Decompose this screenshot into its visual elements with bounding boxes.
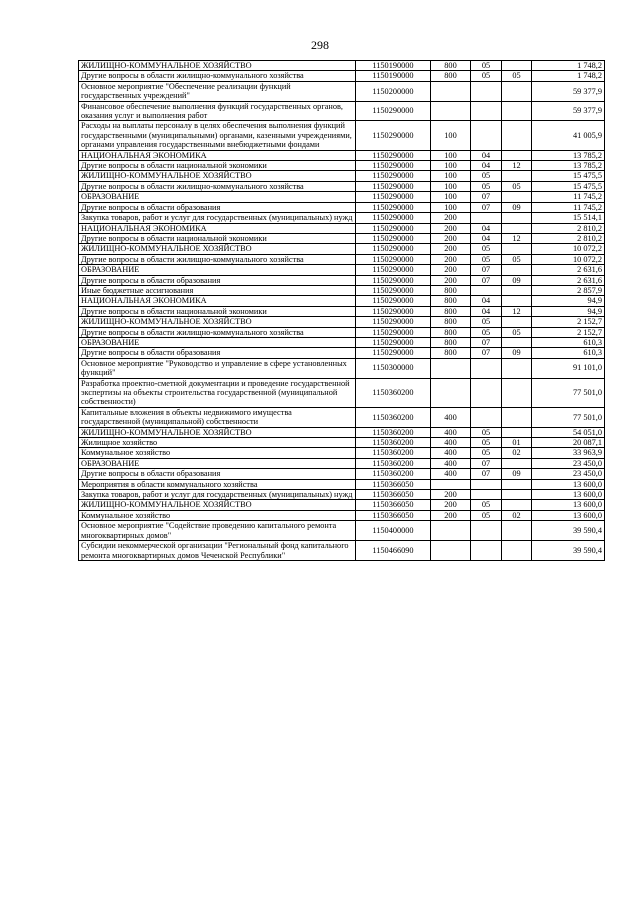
table-row <box>79 161 605 171</box>
row-amount: 77 501,0 <box>532 378 605 407</box>
row-section <box>471 521 502 541</box>
row-section: 07 <box>471 469 502 479</box>
row-section <box>471 358 502 378</box>
row-target-code: 1150290000 <box>356 244 431 254</box>
row-amount: 2 810,2 <box>532 223 605 233</box>
row-amount: 59 377,9 <box>532 81 605 101</box>
row-section: 04 <box>471 233 502 243</box>
row-section: 05 <box>471 254 502 264</box>
row-subsection: 05 <box>502 71 532 81</box>
row-subsection <box>502 244 532 254</box>
row-subsection <box>502 490 532 500</box>
row-name: ЖИЛИЩНО-КОММУНАЛЬНОЕ ХОЗЯЙСТВО <box>79 427 356 437</box>
row-name: Разработка проектно-сметной документации и проведение государственной экспертизы на объекты строительства государственной (муниципальной собственности) <box>79 378 356 407</box>
table-row <box>79 348 605 358</box>
row-target-code: 1150290000 <box>356 337 431 347</box>
row-section: 05 <box>471 317 502 327</box>
row-target-code: 1150290000 <box>356 254 431 264</box>
table-row <box>79 541 605 561</box>
row-expense-type <box>431 101 471 121</box>
row-section: 07 <box>471 202 502 212</box>
row-section: 05 <box>471 71 502 81</box>
row-target-code: 1150290000 <box>356 306 431 316</box>
row-name: Другие вопросы в области жилищно-коммунального хозяйства <box>79 327 356 337</box>
row-subsection: 09 <box>502 469 532 479</box>
row-amount: 13 600,0 <box>532 479 605 489</box>
row-expense-type: 200 <box>431 223 471 233</box>
row-expense-type: 200 <box>431 254 471 264</box>
table-row <box>79 265 605 275</box>
row-amount: 23 450,0 <box>532 458 605 468</box>
row-section <box>471 378 502 407</box>
row-target-code: 1150290000 <box>356 150 431 160</box>
row-expense-type: 200 <box>431 265 471 275</box>
row-expense-type <box>431 81 471 101</box>
row-target-code: 1150290000 <box>356 317 431 327</box>
row-amount: 33 963,9 <box>532 448 605 458</box>
row-amount: 94,9 <box>532 296 605 306</box>
row-name: ЖИЛИЩНО-КОММУНАЛЬНОЕ ХОЗЯЙСТВО <box>79 317 356 327</box>
row-section: 07 <box>471 275 502 285</box>
row-section: 05 <box>471 500 502 510</box>
row-section <box>471 541 502 561</box>
row-expense-type: 400 <box>431 438 471 448</box>
row-name: Другие вопросы в области образования <box>79 275 356 285</box>
row-subsection <box>502 285 532 295</box>
table-row <box>79 71 605 81</box>
table-row <box>79 192 605 202</box>
row-section: 04 <box>471 161 502 171</box>
row-expense-type: 100 <box>431 192 471 202</box>
table-row <box>79 121 605 150</box>
row-subsection <box>502 521 532 541</box>
row-section <box>471 407 502 427</box>
row-amount: 2 810,2 <box>532 233 605 243</box>
table-row <box>79 254 605 264</box>
row-section <box>471 121 502 150</box>
row-name: ОБРАЗОВАНИЕ <box>79 458 356 468</box>
row-subsection: 12 <box>502 161 532 171</box>
row-expense-type <box>431 541 471 561</box>
row-expense-type: 800 <box>431 306 471 316</box>
table-row <box>79 296 605 306</box>
row-subsection: 09 <box>502 348 532 358</box>
row-section: 04 <box>471 223 502 233</box>
table-row <box>79 171 605 181</box>
table-row <box>79 500 605 510</box>
row-name: ОБРАЗОВАНИЕ <box>79 192 356 202</box>
row-section <box>471 81 502 101</box>
row-target-code: 1150300000 <box>356 358 431 378</box>
row-section <box>471 213 502 223</box>
row-target-code: 1150290000 <box>356 101 431 121</box>
row-section: 04 <box>471 150 502 160</box>
row-subsection <box>502 317 532 327</box>
table-row <box>79 223 605 233</box>
row-expense-type: 100 <box>431 202 471 212</box>
row-target-code: 1150360200 <box>356 427 431 437</box>
row-name: Другие вопросы в области жилищно-коммунального хозяйства <box>79 254 356 264</box>
table-row <box>79 510 605 520</box>
row-subsection <box>502 121 532 150</box>
table-row <box>79 101 605 121</box>
row-subsection: 12 <box>502 233 532 243</box>
row-subsection: 05 <box>502 254 532 264</box>
row-name: Основное мероприятие "Обеспечение реализации функций государственных учреждений" <box>79 81 356 101</box>
table-row <box>79 244 605 254</box>
row-name: Субсидии некоммерческой организации "Региональный фонд капитального ремонта многоквартирных домов Чеченской Республики" <box>79 541 356 561</box>
row-subsection <box>502 427 532 437</box>
row-subsection: 12 <box>502 306 532 316</box>
row-name: Другие вопросы в области образования <box>79 348 356 358</box>
table-row <box>79 448 605 458</box>
row-amount: 2 631,6 <box>532 275 605 285</box>
row-amount: 610,3 <box>532 337 605 347</box>
row-subsection <box>502 378 532 407</box>
row-amount: 11 745,2 <box>532 192 605 202</box>
row-subsection: 05 <box>502 327 532 337</box>
row-name: НАЦИОНАЛЬНАЯ ЭКОНОМИКА <box>79 223 356 233</box>
table-row <box>79 150 605 160</box>
row-expense-type <box>431 358 471 378</box>
row-amount: 13 785,2 <box>532 150 605 160</box>
row-section <box>471 285 502 295</box>
row-expense-type: 200 <box>431 233 471 243</box>
row-expense-type <box>431 378 471 407</box>
table-row <box>79 213 605 223</box>
row-name: НАЦИОНАЛЬНАЯ ЭКОНОМИКА <box>79 296 356 306</box>
row-amount: 2 631,6 <box>532 265 605 275</box>
row-subsection <box>502 81 532 101</box>
row-subsection <box>502 171 532 181</box>
row-name: Мероприятия в области коммунального хозяйства <box>79 479 356 489</box>
row-target-code: 1150366050 <box>356 510 431 520</box>
row-subsection: 09 <box>502 202 532 212</box>
row-section: 05 <box>471 61 502 71</box>
row-subsection <box>502 101 532 121</box>
row-target-code: 1150190000 <box>356 71 431 81</box>
row-subsection <box>502 265 532 275</box>
row-amount: 2 857,9 <box>532 285 605 295</box>
table-row <box>79 521 605 541</box>
row-name: Другие вопросы в области национальной экономики <box>79 233 356 243</box>
row-target-code: 1150360200 <box>356 407 431 427</box>
row-target-code: 1150290000 <box>356 275 431 285</box>
row-target-code: 1150190000 <box>356 61 431 71</box>
row-expense-type: 100 <box>431 171 471 181</box>
row-expense-type: 200 <box>431 490 471 500</box>
row-name: Другие вопросы в области национальной экономики <box>79 161 356 171</box>
row-expense-type: 400 <box>431 469 471 479</box>
row-target-code: 1150290000 <box>356 296 431 306</box>
row-section: 05 <box>471 448 502 458</box>
row-subsection: 02 <box>502 510 532 520</box>
row-expense-type: 800 <box>431 296 471 306</box>
row-name: Основное мероприятие "Руководство и управление в сфере установленных функций" <box>79 358 356 378</box>
row-name: Иные бюджетные ассигнования <box>79 285 356 295</box>
row-expense-type: 200 <box>431 213 471 223</box>
row-target-code: 1150290000 <box>356 121 431 150</box>
row-subsection: 02 <box>502 448 532 458</box>
row-target-code: 1150290000 <box>356 202 431 212</box>
row-amount: 15 514,1 <box>532 213 605 223</box>
row-section: 07 <box>471 337 502 347</box>
row-subsection: 01 <box>502 438 532 448</box>
row-subsection <box>502 337 532 347</box>
row-amount: 11 745,2 <box>532 202 605 212</box>
row-expense-type: 200 <box>431 510 471 520</box>
row-name: ОБРАЗОВАНИЕ <box>79 337 356 347</box>
row-name: Закупка товаров, работ и услуг для государственных (муниципальных) нужд <box>79 490 356 500</box>
table-row <box>79 378 605 407</box>
table-row <box>79 285 605 295</box>
row-expense-type: 800 <box>431 61 471 71</box>
row-subsection <box>502 61 532 71</box>
row-expense-type: 100 <box>431 161 471 171</box>
row-subsection <box>502 358 532 378</box>
row-expense-type: 200 <box>431 275 471 285</box>
row-name: Другие вопросы в области образования <box>79 469 356 479</box>
row-amount: 13 785,2 <box>532 161 605 171</box>
row-expense-type: 400 <box>431 427 471 437</box>
row-expense-type: 400 <box>431 448 471 458</box>
page-number: 298 <box>311 38 329 52</box>
row-name: Основное мероприятие "Содействие проведению капитального ремонта многоквартирных домов" <box>79 521 356 541</box>
row-name: Другие вопросы в области национальной экономики <box>79 306 356 316</box>
row-name: Коммунальное хозяйство <box>79 448 356 458</box>
row-target-code: 1150290000 <box>356 285 431 295</box>
row-amount: 1 748,2 <box>532 61 605 71</box>
table-row <box>79 458 605 468</box>
table-row <box>79 275 605 285</box>
row-subsection <box>502 479 532 489</box>
table-row <box>79 358 605 378</box>
row-target-code: 1150290000 <box>356 265 431 275</box>
row-target-code: 1150366050 <box>356 490 431 500</box>
row-target-code: 1150290000 <box>356 171 431 181</box>
row-section: 07 <box>471 265 502 275</box>
row-name: Закупка товаров, работ и услуг для государственных (муниципальных) нужд <box>79 213 356 223</box>
row-amount: 13 600,0 <box>532 510 605 520</box>
table-row <box>79 306 605 316</box>
row-target-code: 1150360200 <box>356 438 431 448</box>
row-target-code: 1150366050 <box>356 479 431 489</box>
table-row <box>79 181 605 191</box>
row-amount: 20 087,1 <box>532 438 605 448</box>
row-name: Другие вопросы в области образования <box>79 202 356 212</box>
row-name: ЖИЛИЩНО-КОММУНАЛЬНОЕ ХОЗЯЙСТВО <box>79 171 356 181</box>
row-target-code: 1150290000 <box>356 181 431 191</box>
row-subsection <box>502 500 532 510</box>
row-target-code: 1150360200 <box>356 469 431 479</box>
row-amount: 15 475,5 <box>532 181 605 191</box>
row-expense-type: 800 <box>431 327 471 337</box>
row-section: 04 <box>471 296 502 306</box>
row-subsection <box>502 192 532 202</box>
row-name: ЖИЛИЩНО-КОММУНАЛЬНОЕ ХОЗЯЙСТВО <box>79 61 356 71</box>
row-target-code: 1150290000 <box>356 213 431 223</box>
table-row <box>79 469 605 479</box>
row-target-code: 1150200000 <box>356 81 431 101</box>
row-name: Другие вопросы в области жилищно-коммунального хозяйства <box>79 181 356 191</box>
row-name: ЖИЛИЩНО-КОММУНАЛЬНОЕ ХОЗЯЙСТВО <box>79 500 356 510</box>
row-section: 05 <box>471 244 502 254</box>
row-name: Капитальные вложения в объекты недвижимого имущества государственной (муниципальной) собственности <box>79 407 356 427</box>
row-target-code: 1150290000 <box>356 161 431 171</box>
row-name: НАЦИОНАЛЬНАЯ ЭКОНОМИКА <box>79 150 356 160</box>
row-expense-type: 800 <box>431 337 471 347</box>
row-amount: 10 072,2 <box>532 254 605 264</box>
table-row <box>79 233 605 243</box>
budget-table <box>78 60 605 561</box>
row-section: 04 <box>471 306 502 316</box>
row-section: 07 <box>471 458 502 468</box>
row-amount: 41 005,9 <box>532 121 605 150</box>
row-amount: 54 051,0 <box>532 427 605 437</box>
row-expense-type: 800 <box>431 71 471 81</box>
row-section: 07 <box>471 192 502 202</box>
table-row <box>79 438 605 448</box>
row-expense-type: 400 <box>431 407 471 427</box>
row-subsection <box>502 150 532 160</box>
row-amount: 39 590,4 <box>532 541 605 561</box>
table-row <box>79 490 605 500</box>
row-expense-type: 800 <box>431 348 471 358</box>
row-amount: 13 600,0 <box>532 500 605 510</box>
table-row <box>79 427 605 437</box>
row-amount: 91 101,0 <box>532 358 605 378</box>
row-section: 05 <box>471 181 502 191</box>
row-target-code: 1150366050 <box>356 500 431 510</box>
row-expense-type: 800 <box>431 285 471 295</box>
row-expense-type: 100 <box>431 150 471 160</box>
row-target-code: 1150360200 <box>356 378 431 407</box>
row-section: 05 <box>471 427 502 437</box>
row-subsection <box>502 296 532 306</box>
row-subsection: 09 <box>502 275 532 285</box>
row-amount: 94,9 <box>532 306 605 316</box>
row-name: ЖИЛИЩНО-КОММУНАЛЬНОЕ ХОЗЯЙСТВО <box>79 244 356 254</box>
row-subsection <box>502 223 532 233</box>
table-row <box>79 407 605 427</box>
row-section: 05 <box>471 327 502 337</box>
row-section <box>471 490 502 500</box>
row-subsection: 05 <box>502 181 532 191</box>
row-expense-type <box>431 521 471 541</box>
row-expense-type <box>431 479 471 489</box>
row-target-code: 1150290000 <box>356 348 431 358</box>
table-row <box>79 61 605 71</box>
row-name: Другие вопросы в области жилищно-коммунального хозяйства <box>79 71 356 81</box>
row-name: ОБРАЗОВАНИЕ <box>79 265 356 275</box>
row-expense-type: 200 <box>431 244 471 254</box>
row-subsection <box>502 213 532 223</box>
row-amount: 77 501,0 <box>532 407 605 427</box>
row-amount: 13 600,0 <box>532 490 605 500</box>
row-section: 07 <box>471 348 502 358</box>
table-row <box>79 479 605 489</box>
row-subsection <box>502 541 532 561</box>
row-section: 05 <box>471 438 502 448</box>
row-amount: 10 072,2 <box>532 244 605 254</box>
row-name: Финансовое обеспечение выполнения функций государственных органов, оказания услуг и выполнения работ <box>79 101 356 121</box>
row-name: Жилищное хозяйство <box>79 438 356 448</box>
row-amount: 2 152,7 <box>532 317 605 327</box>
row-subsection <box>502 458 532 468</box>
table-row <box>79 337 605 347</box>
row-expense-type: 100 <box>431 121 471 150</box>
row-expense-type: 200 <box>431 500 471 510</box>
row-expense-type: 400 <box>431 458 471 468</box>
table-row <box>79 202 605 212</box>
row-amount: 15 475,5 <box>532 171 605 181</box>
row-expense-type: 800 <box>431 317 471 327</box>
row-amount: 23 450,0 <box>532 469 605 479</box>
row-section: 05 <box>471 171 502 181</box>
row-target-code: 1150290000 <box>356 233 431 243</box>
row-target-code: 1150360200 <box>356 458 431 468</box>
row-amount: 39 590,4 <box>532 521 605 541</box>
row-subsection <box>502 407 532 427</box>
row-name: Коммунальное хозяйство <box>79 510 356 520</box>
row-amount: 59 377,9 <box>532 101 605 121</box>
table-row <box>79 81 605 101</box>
row-name: Расходы на выплаты персоналу в целях обеспечения выполнения функций государственными (муниципальными) органами, казенными учреждениями, органами управления государственными внебюджетными фондами <box>79 121 356 150</box>
row-target-code: 1150290000 <box>356 327 431 337</box>
row-amount: 610,3 <box>532 348 605 358</box>
row-target-code: 1150290000 <box>356 192 431 202</box>
row-section: 05 <box>471 510 502 520</box>
row-target-code: 1150400000 <box>356 521 431 541</box>
row-target-code: 1150290000 <box>356 223 431 233</box>
row-expense-type: 100 <box>431 181 471 191</box>
row-amount: 1 748,2 <box>532 71 605 81</box>
row-target-code: 1150466090 <box>356 541 431 561</box>
row-target-code: 1150360200 <box>356 448 431 458</box>
row-section <box>471 479 502 489</box>
table-row <box>79 317 605 327</box>
row-section <box>471 101 502 121</box>
table-body <box>79 61 605 561</box>
table-row <box>79 327 605 337</box>
row-amount: 2 152,7 <box>532 327 605 337</box>
